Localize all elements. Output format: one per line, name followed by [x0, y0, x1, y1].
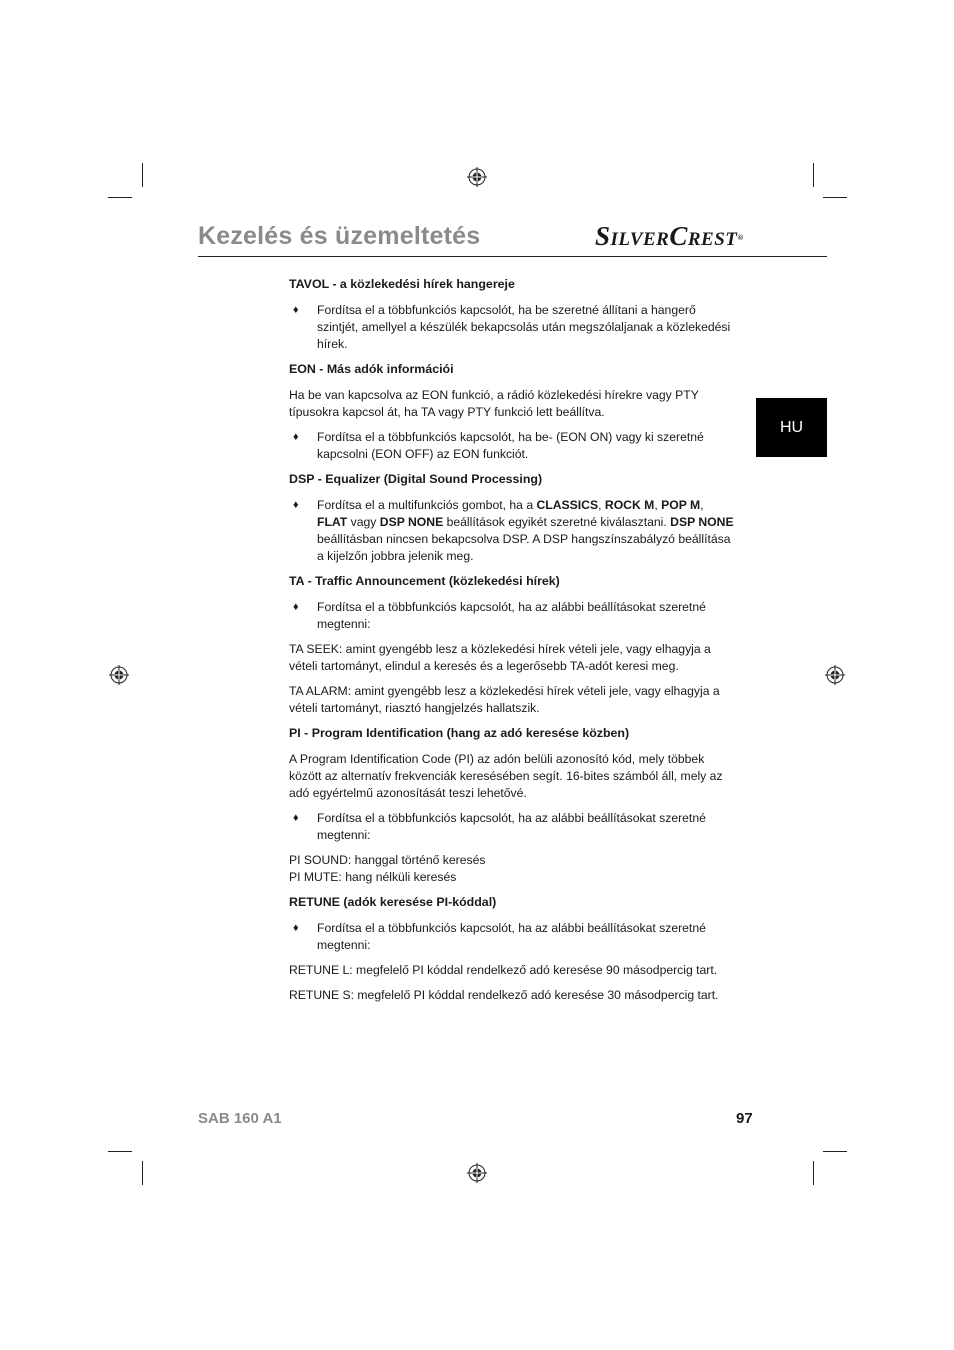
diamond-bullet-icon: ♦ — [293, 304, 299, 316]
header-rule — [198, 256, 827, 257]
crop-mark — [108, 1151, 132, 1152]
page-number: 97 — [736, 1110, 753, 1127]
paragraph: PI MUTE: hang nélküli keresés — [289, 870, 457, 884]
model-number: SAB 160 A1 — [198, 1110, 282, 1127]
bullet-item: ♦ Fordítsa el a többfunkciós kapcsolót, ha be- (EON ON) vagy ki szeretné kapcsolni (EON OFF) az EON funkciót. — [293, 430, 704, 461]
crop-mark — [108, 197, 132, 198]
registration-mark-icon — [467, 1163, 487, 1183]
crop-mark — [823, 197, 847, 198]
section-heading-retune: RETUNE (adók keresése PI-kóddal) — [289, 895, 497, 909]
crop-mark — [142, 163, 143, 187]
bullet-item: ♦ Fordítsa el a multifunkciós gombot, ha a CLASSICS, ROCK M, POP M, FLAT vagy DSP NONE beállítások egyikét szeretné kiválasztani. DSP NONE beállításban nincsen bekapcsolva DSP. A DSP hangszínszabályzó beállítása a kijelzőn jobbra jelenik meg. — [293, 498, 734, 563]
registration-mark-icon — [467, 167, 487, 187]
section-heading-ta: TA - Traffic Announcement (közlekedési hírek) — [289, 574, 560, 588]
bullet-item: ♦ Fordítsa el a többfunkciós kapcsolót, ha az alábbi beállításokat szeretné megtenni: — [293, 921, 706, 952]
section-heading-tavol: TAVOL - a közlekedési hírek hangereje — [289, 277, 515, 291]
crop-mark — [142, 1161, 143, 1185]
crop-mark — [813, 1161, 814, 1185]
paragraph: Ha be van kapcsolva az EON funkció, a rádió közlekedési hírekre vagy PTY típusokra kapcsol át, ha TA vagy PTY funkció lett beállítva. — [289, 388, 699, 419]
paragraph: TA SEEK: amint gyengébb lesz a közlekedési hírek vételi jele, vagy elhagyja a vételi tartományt, elindul a keresés és a legerősebb TA-adót keresi meg. — [289, 642, 711, 673]
section-heading-dsp: DSP - Equalizer (Digital Sound Processing) — [289, 472, 543, 486]
section-heading-eon: EON - Más adók információi — [289, 362, 454, 376]
language-tab: HU — [756, 398, 827, 457]
diamond-bullet-icon: ♦ — [293, 601, 299, 613]
diamond-bullet-icon: ♦ — [293, 499, 299, 511]
bullet-item: ♦ Fordítsa el a többfunkciós kapcsolót, ha az alábbi beállításokat szeretné megtenni: — [293, 811, 706, 842]
crop-mark — [813, 163, 814, 187]
paragraph: RETUNE L: megfelelő PI kóddal rendelkező adó keresése 90 másodpercig tart. — [289, 963, 718, 977]
registration-mark-icon — [825, 665, 845, 685]
paragraph: TA ALARM: amint gyengébb lesz a közlekedési hírek vételi jele, vagy elhagyja a vételi tartományt, riasztó hangjelzés hallatszik. — [289, 684, 720, 715]
paragraph: PI SOUND: hanggal történő keresés — [289, 853, 486, 867]
paragraph: A Program Identification Code (PI) az adón belüli azonosító kód, mely többek között az alternatív frekvenciák keresésében segít. 16-bites számból áll, mely az adó egyértelmű azonosítását teszi lehetővé. — [289, 752, 723, 800]
diamond-bullet-icon: ♦ — [293, 922, 299, 934]
diamond-bullet-icon: ♦ — [293, 431, 299, 443]
bullet-item: ♦ Fordítsa el a többfunkciós kapcsolót, ha az alábbi beállításokat szeretné megtenni: — [293, 600, 706, 631]
page-title: Kezelés és üzemeltetés — [198, 222, 481, 250]
bullet-item: ♦ Fordítsa el a többfunkciós kapcsolót, ha be szeretné állítani a hangerő szintjét, amellyel a készülék bekapcsolás után megszólaljanak a közlekedési hírek. — [293, 303, 731, 351]
silvercrest-logo: SILVERCREST® — [595, 221, 744, 251]
registration-mark-icon — [109, 665, 129, 685]
diamond-bullet-icon: ♦ — [293, 812, 299, 824]
manual-content — [289, 276, 737, 1012]
paragraph: RETUNE S: megfelelő PI kóddal rendelkező adó keresése 30 másodpercig tart. — [289, 988, 719, 1002]
crop-mark — [823, 1151, 847, 1152]
section-heading-pi: PI - Program Identification (hang az adó keresése közben) — [289, 726, 630, 740]
